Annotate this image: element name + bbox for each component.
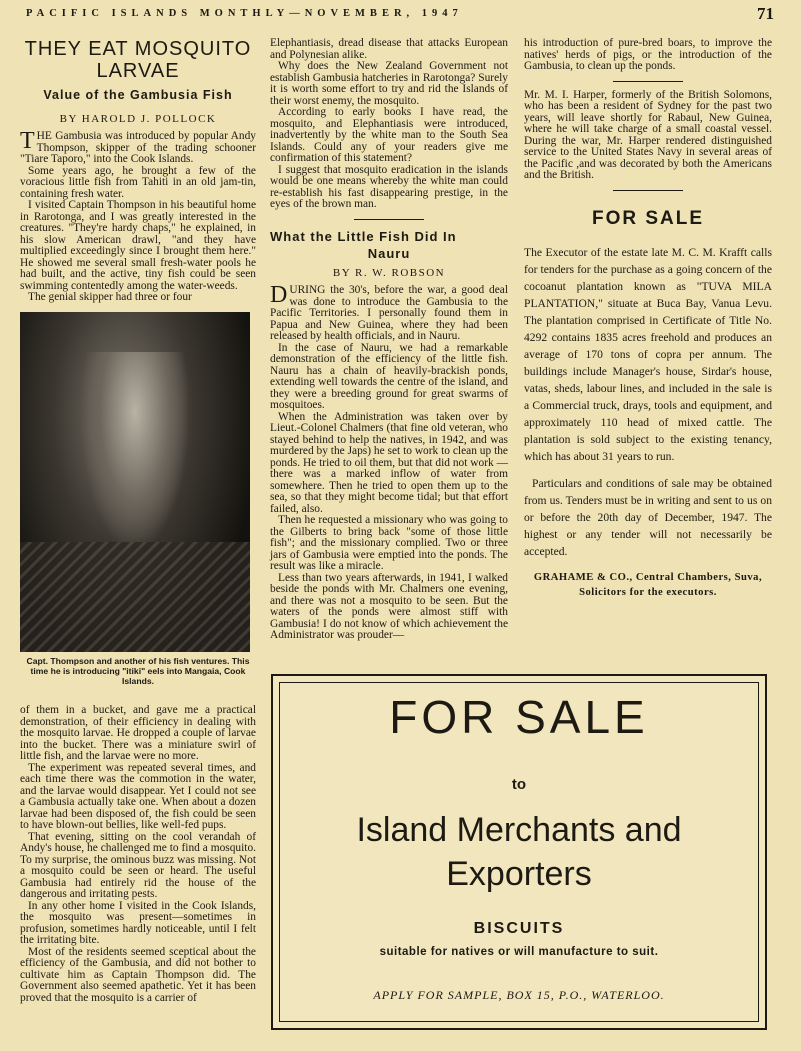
- article-photo: [20, 312, 250, 652]
- advertisement-audience-line1: Island Merchants and: [356, 811, 682, 849]
- page-header: [24, 6, 774, 26]
- personal-notice: Mr. M. I. Harper, formerly of the British Solomons, who has been a resident of Sydney for the past two years, will leave shortly for Rabaul, New Guinea, where he will take charge of a small coastal vessel. During the war, Mr. Harper rendered distinguished service to the United States Navy in several areas of the Pacific ,and was decorated by both the Americans and the British.: [524, 88, 772, 181]
- divider: [354, 219, 424, 220]
- article-paragraph: I visited Captain Thompson in his beautiful home in Rarotonga, and I was greatly interested in the creatures. "They're hardy chaps," he explained, in his slow American drawl, "and they have multiplied exceedingly since I brought them here." He showed me several small fresh-water pools he had built, and the active, tiny fish could be seen swimming contentedly among the water-weeds.: [20, 199, 256, 292]
- article-paragraph: DURING the 30's, before the war, a good deal was done to introduce the Gambusia to the Pacific Territories. I personally found them in Papua and New Guinea, where they had been released by health officials, and in Nauru.: [270, 282, 508, 342]
- sale-notice-signoff: GRAHAME & CO., Central Chambers, Suva, Solicitors for the executors.: [533, 572, 763, 598]
- advertisement-audience-line2: Exporters: [446, 855, 592, 893]
- column-one: [20, 38, 256, 686]
- advertisement-heading: FOR SALE: [389, 691, 649, 743]
- sale-notice-heading: FOR SALE: [591, 207, 705, 229]
- photo-caption: Capt. Thompson and another of his fish ventures. This time he is introducing "itiki" eels into Mangaia, Cook Islands.: [26, 655, 250, 686]
- divider: [613, 190, 683, 191]
- article-paragraph: Most of the residents seemed sceptical about the efficiency of the Gambusia, and did not bother to cultivate him as Captain Thompson did. The Government also seemed apathetic. Yet it has been proved that the mosquito is a carrier of: [20, 945, 256, 1004]
- article-paragraph: Some years ago, he brought a few of the voracious little fish from Tahiti in an old jam-tin, containing fresh water.: [20, 164, 256, 200]
- article-paragraph: According to early books I have read, the mosquito, and Elephantiasis were introduced, inadvertently by the white man to the South Sea Islands. Could any of your readers give me confirmation of this statement?: [270, 106, 508, 164]
- article-paragraph: When the Administration was taken over by Lieut.-Colonel Chalmers (that fine old veteran, who stayed behind to help the natives, in 1942, and was murdered by the Japs) he set to work to clean up the ponds. He tried to oil them, but that did not work — there was a marked inflow of water from somewhere. Then he tried to open them up to the sea, so that they might become tidal; but that effort failed, also.: [270, 410, 508, 515]
- article-paragraph: Why does the New Zealand Government not establish Gambusia hatcheries in Rarotonga? Surely it is worth some effort to try and rid the Islands of their worst enemy, the mosquito.: [270, 60, 508, 107]
- second-article-title-line1: What the Little Fish Did In: [270, 228, 457, 244]
- running-head: PACIFIC ISLANDS MONTHLY—NOVEMBER, 1947: [26, 8, 463, 19]
- article-paragraph: In any other home I visited in the Cook Islands, the mosquito was present—sometimes in profusion, sometimes hardly noticeable, until I felt the irritating bite.: [20, 899, 256, 946]
- article-paragraph: That evening, sitting on the cool verandah of Andy's house, he challenged me to find a mosquito. To my surprise, the ominous buzz was missing. Not a mosquito could be seen or heard. The useful Gambusia had entirely rid the house of the dangerous and irritating pests.: [20, 830, 256, 900]
- sale-notice-paragraph: Particulars and conditions of sale may be obtained from us. Tenders must be in writing and sent to us on or before the 20th day of December, 1947. The highest or any tender will not necessarily be accepted.: [524, 477, 772, 558]
- advertisement-audience: [273, 808, 765, 896]
- article-paragraph: his introduction of pure-bred boars, to improve the natives' herds of pigs, or the introduction of the Gambusia, to clean up the ponds.: [524, 37, 772, 72]
- sale-notice-paragraph: The Executor of the estate late M. C. M. Krafft calls for tenders for the purchase as a going concern of the cocoanut plantation known as "TUVA MILA PLANTATION," situate at Buca Bay, Vanua Levu. The plantation comprised in Certificate of Title No. 4292 contains 1835 acres freehold and produces an average of 170 tons of copra per annum. The buildings include Manager's house, Sirdar's house, vatas, sheds, labour lines, and included in the sale is a Commercial truck, drays, tools and equipment, and approximately 110 head of mixed cattle. The plantation is sold subject to the existing tenancy, which has about 31 years to run.: [524, 246, 772, 463]
- second-article-title: [270, 228, 508, 262]
- photo-water: [20, 542, 250, 652]
- advertisement-suitable: suitable for natives or will manufacture to suit.: [379, 946, 659, 958]
- article-paragraph: The experiment was repeated several times, and each time there was the commotion in the water, and the larvae would disappear. Yet I could not see a Gambusia actually take one. When about a dozen larvae had been disposed of, the fish could be seen to have blown-out bellies, like well-fed pups.: [20, 761, 256, 831]
- article-byline: BY HAROLD J. POLLOCK: [59, 112, 217, 125]
- advertisement-to: to: [511, 776, 527, 793]
- article-paragraph: Elephantiasis, dread disease that attacks European and Polynesian alike.: [270, 37, 508, 61]
- column-one-continued: [20, 705, 256, 1045]
- divider: [613, 81, 683, 82]
- article-subtitle: Value of the Gambusia Fish: [43, 88, 233, 102]
- advertisement-product: BISCUITS: [473, 920, 565, 937]
- advertisement-apply: APPLY FOR SAMPLE, BOX 15, P.O., WATERLOO.: [373, 988, 665, 1002]
- column-two: [270, 38, 508, 670]
- second-article-byline: BY R. W. ROBSON: [332, 266, 446, 279]
- article-paragraph: of them in a bucket, and gave me a practical demonstration, of their efficiency in dealing with the mosquito larvae. He dropped a couple of larvae into the bucket. There was a miniature swirl of little fish, and the larvae were no more.: [20, 704, 256, 762]
- article-paragraph: I suggest that mosquito eradication in the islands would be one means whereby the white man could re-establish his fast disappearing prestige, in the eyes of the brown man.: [270, 163, 508, 210]
- article-paragraph: THE Gambusia was introduced by popular Andy Thompson, skipper of the trading schooner "Tiare Taporo," into the Cook Islands.: [20, 128, 256, 165]
- article-paragraph: The genial skipper had three or four: [28, 291, 192, 303]
- column-three: [524, 38, 772, 658]
- article-title: THEY EAT MOSQUITO LARVAE: [24, 38, 252, 82]
- photo-figure: [80, 352, 190, 552]
- page-number: 71: [757, 4, 774, 23]
- article-paragraph: Then he requested a missionary who was going to the Gilberts to bring back "some of those little fish"; and the missionary complied. Two or three jars of Gambusia were emptied into the ponds. The result was like a miracle.: [270, 514, 508, 572]
- sale-notice-body: [524, 244, 772, 560]
- article-paragraph: Less than two years afterwards, in 1941, I walked beside the ponds with Mr. Chalmers one evening, and there was not a mosquito to be seen. But the waters of the ponds were almost stiff with Gambusia! I do not know of which achievement the Administrator was prouder—: [270, 571, 508, 641]
- article-paragraph: In the case of Nauru, we had a remarkable demonstration of the efficiency of the little fish. Nauru has a chain of heavily-brackish ponds, extending well towards the centre of the island, and they were a breeding ground for great swarms of mosquitoes.: [270, 341, 508, 411]
- advertisement-box: [271, 674, 767, 1030]
- second-article-title-line2: Nauru: [367, 245, 411, 261]
